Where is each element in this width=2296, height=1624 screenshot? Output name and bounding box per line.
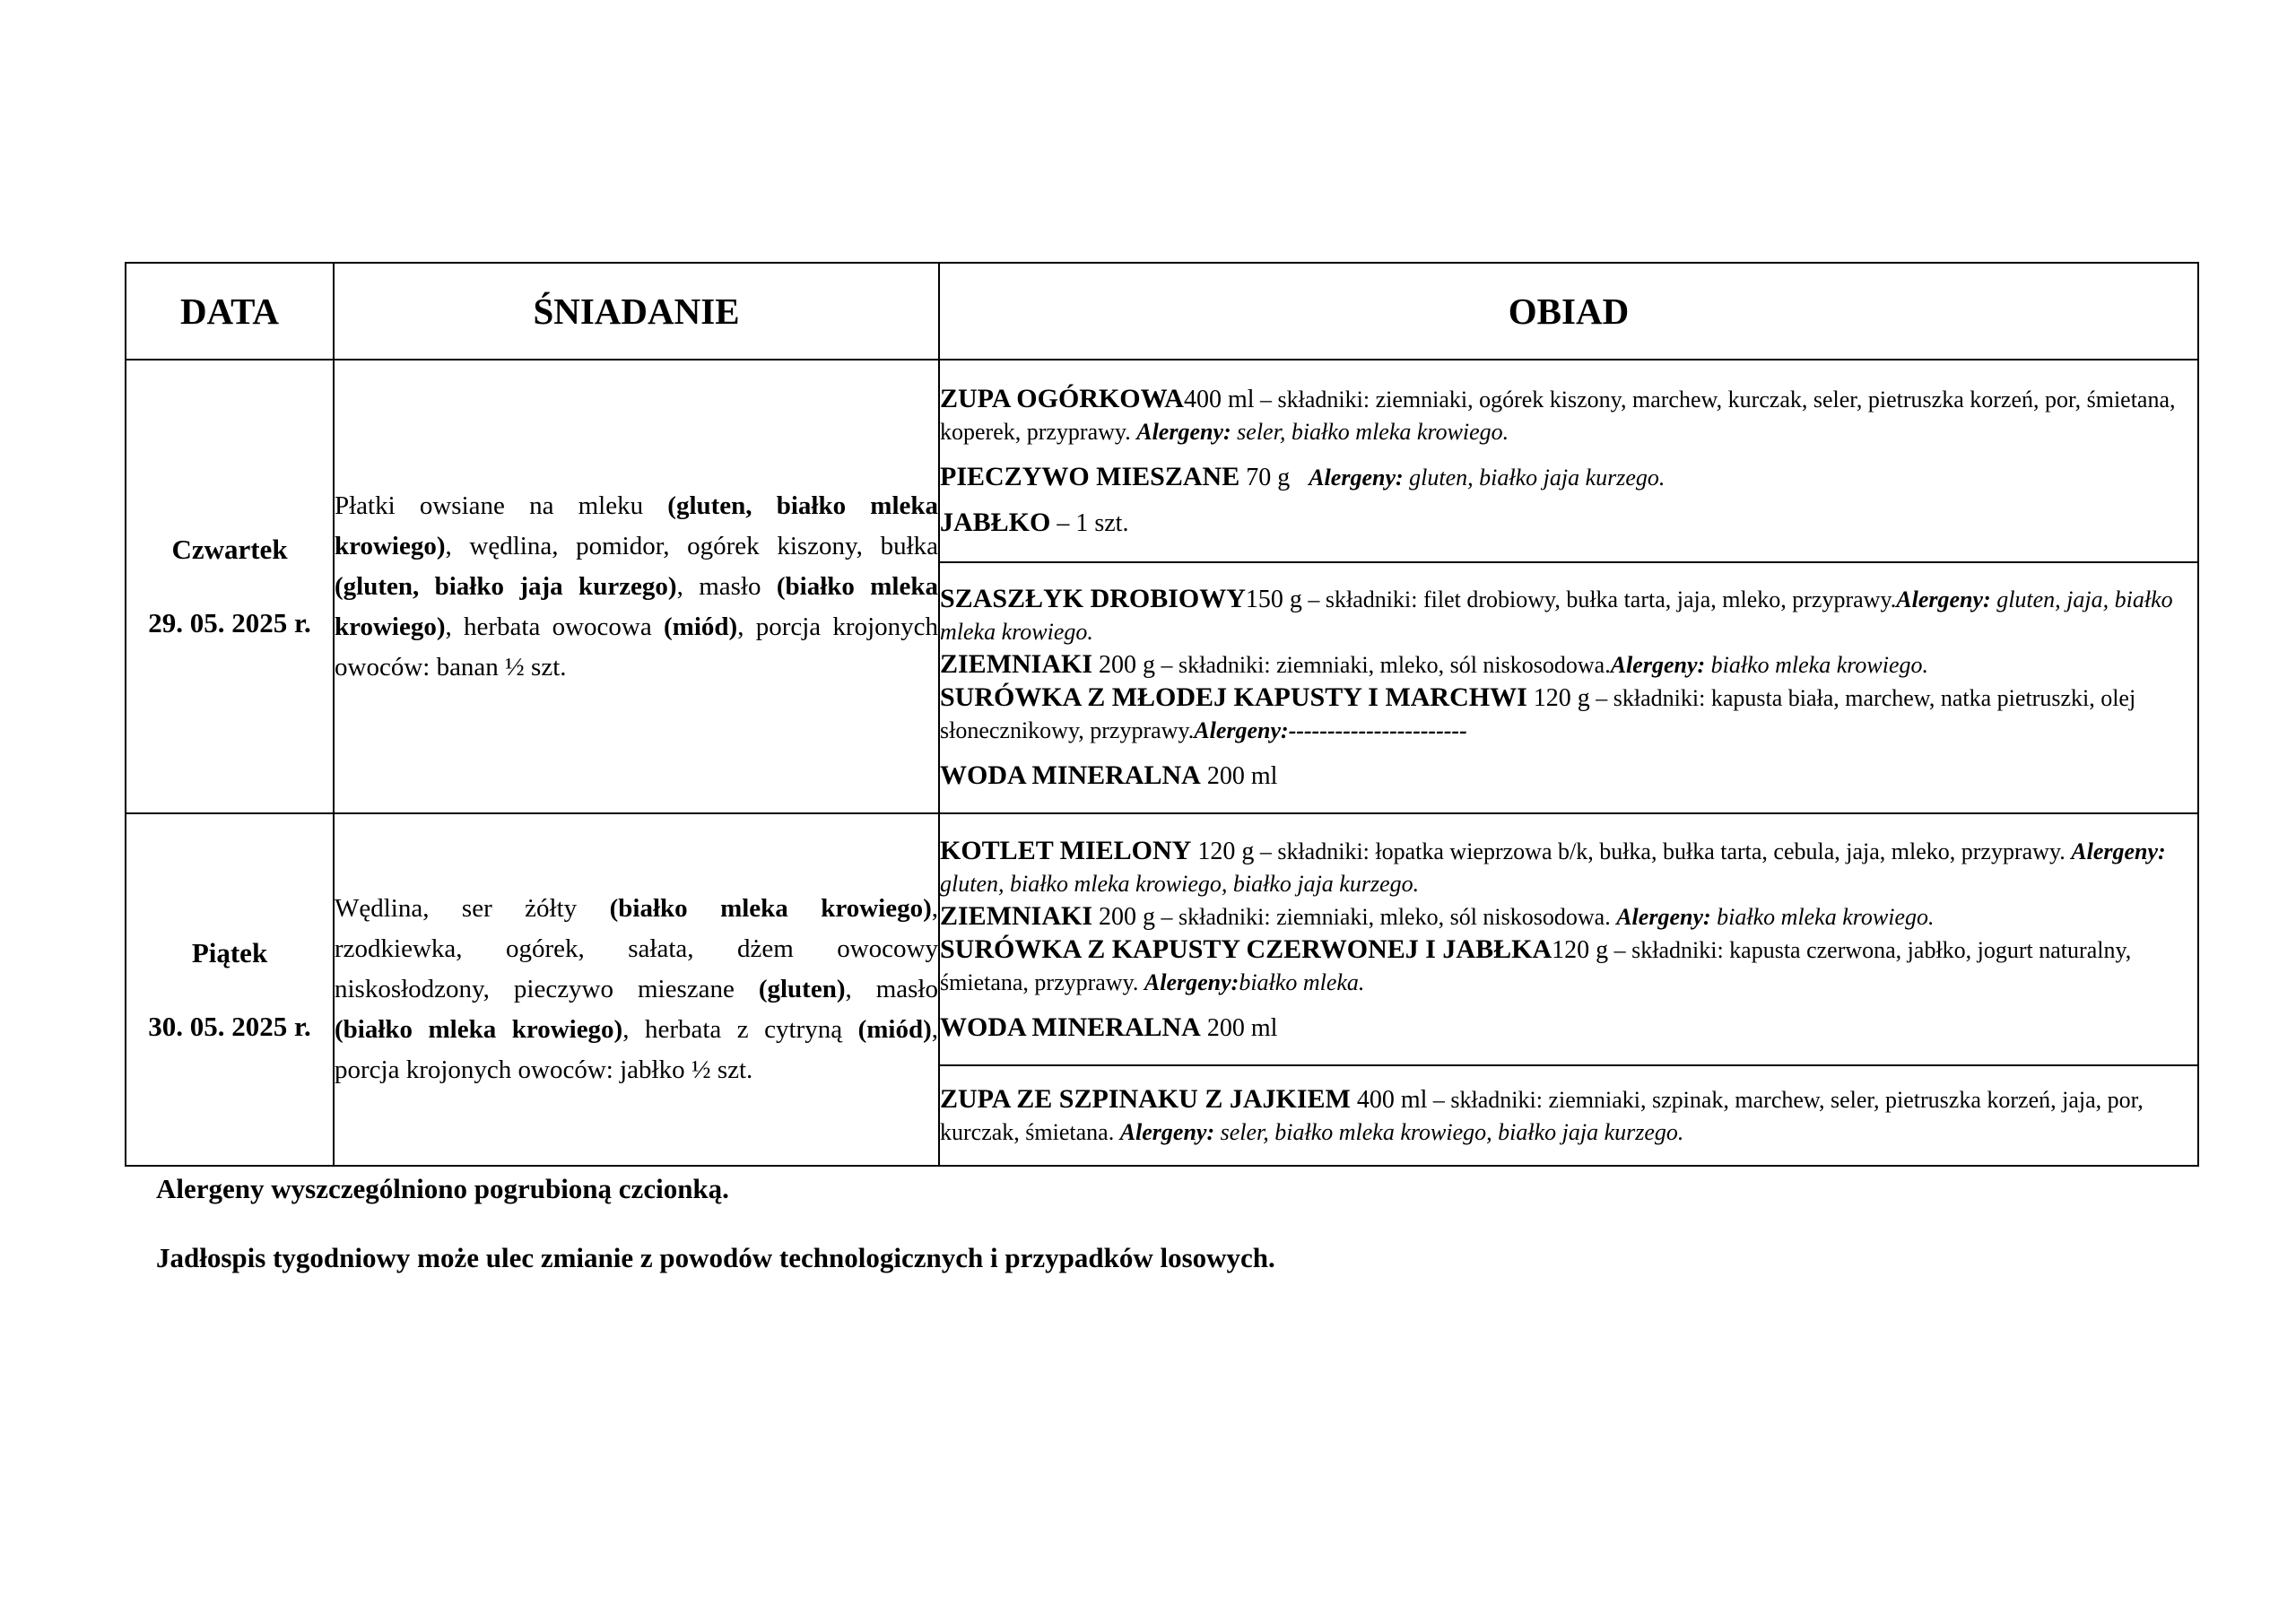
drink-item: WODA MINERALNA 200 ml xyxy=(940,1012,1278,1042)
drink-item: WODA MINERALNA 200 ml xyxy=(940,760,1278,790)
breakfast-segment: , masło xyxy=(676,571,777,601)
allergen-text: (miód) xyxy=(857,1015,932,1044)
day-name: Piątek xyxy=(191,936,268,968)
breakfast-segment: , herbata owocowa xyxy=(445,612,665,641)
allergen-note: Alergeny wyszczególniono pogrubioną czcionką. xyxy=(156,1173,729,1204)
fruit-item: JABŁKO – 1 szt. xyxy=(940,507,1129,537)
breakfast-segment: , rzodkiewka, ogórek, sałata, dżem owocowy niskosłodzony, pieczywo mieszane xyxy=(335,894,939,1003)
allergen-text: (gluten, białko mleka krowiego) xyxy=(335,491,938,560)
side-item: ZIEMNIAKI 200 g – składniki: ziemniaki, mleko, sól niskosodowa.Alergeny: białko mleka krowiego. xyxy=(940,649,1929,679)
lunch-cell-thursday-a xyxy=(939,360,2198,562)
breakfast-segment: , wędlina, pomidor, ogórek kiszony, bułka xyxy=(445,531,938,560)
breakfast-cell-thursday xyxy=(334,360,939,813)
main-item: SZASZŁYK DROBIOWY150 g – składniki: filet drobiowy, bułka tarta, jaja, mleko, przyprawy.Alergeny: gluten, jaja, białko mleka krowiego. xyxy=(940,584,2173,645)
allergen-text: (miód) xyxy=(664,612,738,641)
breakfast-segment: Wędlina, ser żółty xyxy=(335,894,610,923)
lunch-cell-friday-a xyxy=(939,813,2198,1065)
date-cell-thursday xyxy=(126,360,334,813)
salad-item: SURÓWKA Z MŁODEJ KAPUSTY I MARCHWI 120 g – składniki: kapusta biała, marchew, natka pietruszki, olej słonecznikowy, przyprawy.Alergeny:----------------------- xyxy=(940,682,2136,743)
menu-table xyxy=(125,262,2199,1167)
breakfast-segment: , herbata z cytryną xyxy=(622,1015,858,1044)
header-row xyxy=(126,263,2198,360)
lunch-cell-friday-b xyxy=(939,1065,2198,1166)
day-date: 29. 05. 2025 r. xyxy=(148,607,311,638)
soup-item: ZUPA ZE SZPINAKU Z JAJKIEM 400 ml – składniki: ziemniaki, szpinak, marchew, seler, pietruszka korzeń, jaja, por, kurczak, śmietana. Alergeny: seler, białko mleka krowiego, białko jaja kurzego. xyxy=(940,1083,2144,1145)
day-name: Czwartek xyxy=(171,534,288,565)
breakfast-text xyxy=(335,491,938,682)
allergen-text: (gluten, białko jaja kurzego) xyxy=(335,571,677,601)
allergen-text: (gluten) xyxy=(758,975,846,1003)
soup-item: ZUPA OGÓRKOWA400 ml – składniki: ziemniaki, ogórek kiszony, marchew, kurczak, seler, pietruszka korzeń, por, śmietana, koperek, przyprawy. Alergeny: seler, białko mleka krowiego. xyxy=(940,383,2176,445)
allergen-text: (białko mleka krowiego) xyxy=(335,1015,623,1044)
main-item: KOTLET MIELONY 120 g – składniki: łopatka wieprzowa b/k, bułka, bułka tarta, cebula, jaja, mleko, przyprawy. Alergeny: gluten, białko mleka krowiego, białko jaja kurzego. xyxy=(940,835,2166,897)
salad-item: SURÓWKA Z KAPUSTY CZERWONEJ I JABŁKA120 g – składniki: kapusta czerwona, jabłko, jogurt naturalny, śmietana, przyprawy. Alergeny:białko mleka. xyxy=(940,934,2132,995)
allergen-text: (białko mleka krowiego) xyxy=(609,894,932,923)
side-item: ZIEMNIAKI 200 g – składniki: ziemniaki, mleko, sól niskosodowa. Alergeny: białko mleka krowiego. xyxy=(940,900,1935,931)
header-date: DATA xyxy=(126,263,334,360)
breakfast-segment: Płatki owsiane na mleku xyxy=(335,491,668,520)
menu-change-note: Jadłospis tygodniowy może ulec zmianie z powodów technologicznych i przypadków losowych. xyxy=(156,1242,1275,1273)
table-row xyxy=(126,360,2198,562)
breakfast-segment: , porcja krojonych owoców: jabłko ½ szt. xyxy=(335,1015,938,1084)
lunch-cell-thursday-b xyxy=(939,562,2198,813)
breakfast-cell-friday xyxy=(334,813,939,1166)
bread-item: PIECZYWO MIESZANE 70 g Alergeny: gluten, białko jaja kurzego. xyxy=(940,461,1665,491)
breakfast-text xyxy=(335,894,938,1084)
breakfast-segment: , porcja krojonych owoców: banan ½ szt. xyxy=(335,612,938,682)
allergen-text: (białko mleka krowiego) xyxy=(335,571,938,641)
day-date: 30. 05. 2025 r. xyxy=(148,1010,311,1042)
table-row xyxy=(126,813,2198,1065)
header-lunch: OBIAD xyxy=(939,263,2198,360)
breakfast-segment: , masło xyxy=(845,975,938,1003)
date-cell-friday xyxy=(126,813,334,1166)
header-breakfast: ŚNIADANIE xyxy=(334,263,939,360)
